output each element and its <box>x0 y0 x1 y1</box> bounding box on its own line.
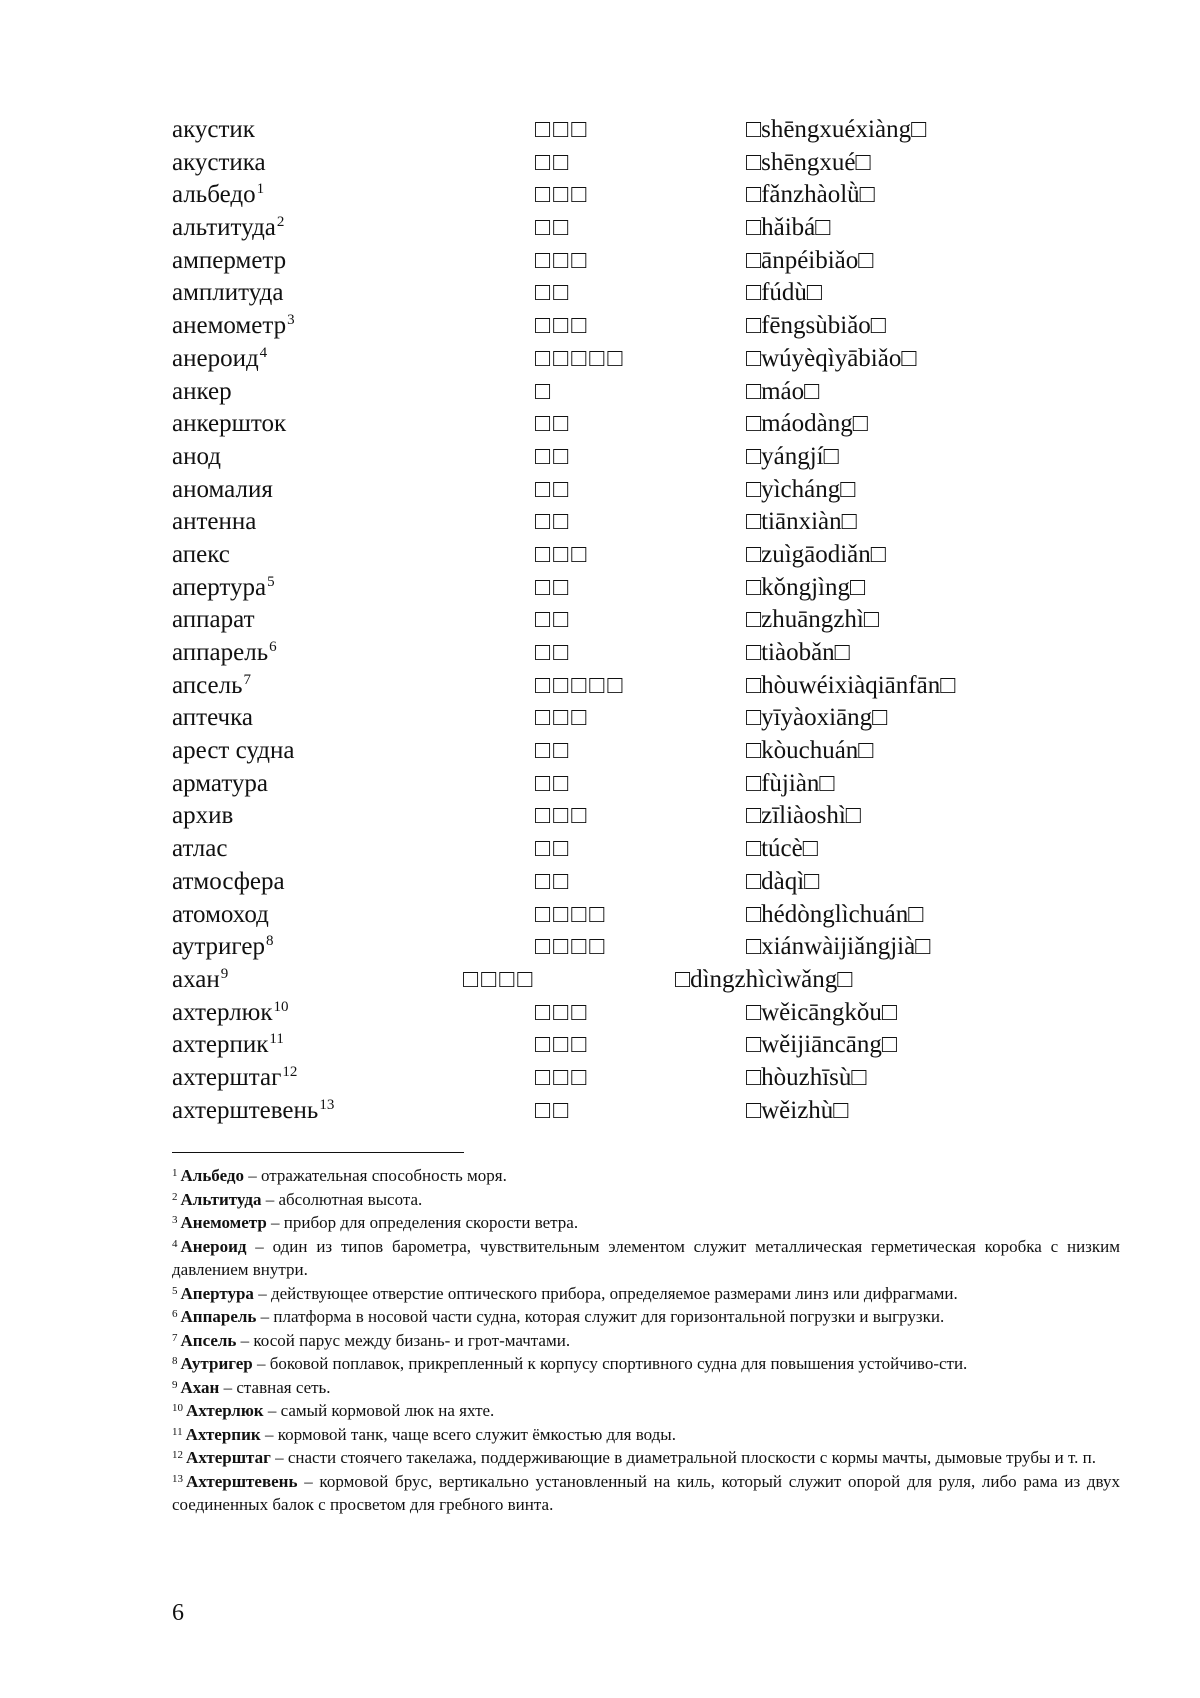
footnote-number: 13 <box>172 1472 183 1485</box>
pinyin-transcription: □xiánwàijiǎngjià□ <box>746 933 931 961</box>
russian-term <box>172 833 227 865</box>
glossary-table <box>172 114 1132 1127</box>
footnote-ref: 13 <box>319 1096 335 1113</box>
pinyin-transcription: □fǎnzhàolǜ□ <box>746 181 875 209</box>
footnote-number: 2 <box>172 1190 178 1203</box>
glossary-row <box>172 408 1132 441</box>
russian-term <box>172 866 285 898</box>
pinyin-transcription: □tiānxiàn□ <box>746 508 857 536</box>
russian-term-text: анкер <box>172 377 232 405</box>
chinese-term: □□ <box>535 442 572 470</box>
russian-term-text: атмосфера <box>172 867 285 895</box>
chinese-term: □□□□ <box>535 933 608 961</box>
footnotes <box>172 1164 1120 1517</box>
glossary-row <box>172 866 1132 899</box>
russian-term-text: апертура <box>172 573 267 601</box>
chinese-term: □□□ <box>535 802 590 830</box>
footnote-number: 4 <box>172 1237 178 1250</box>
pinyin-transcription: □hòuzhīsù□ <box>746 1063 867 1091</box>
russian-term-text: аномалия <box>172 475 273 503</box>
russian-term <box>172 572 275 604</box>
footnote-number: 11 <box>172 1425 183 1438</box>
russian-term <box>172 310 295 342</box>
chinese-term: □□ <box>535 606 572 634</box>
pinyin-transcription: □wěicāngkǒu□ <box>746 998 897 1026</box>
footnote-ref: 12 <box>282 1063 298 1080</box>
russian-term-text: ахтерштаг <box>172 1063 282 1091</box>
glossary-row <box>172 1029 1132 1062</box>
russian-term-text: анкершток <box>172 410 287 438</box>
glossary-row <box>172 441 1132 474</box>
footnote-text: – снасти стоячего такелажа, поддерживающие в диаметральной плоскости с кормы мачты, дымовые трубы и т. п. <box>270 1448 1096 1467</box>
russian-term-text: аутригер <box>172 933 265 961</box>
russian-term <box>172 441 221 473</box>
pinyin-transcription: □túcè□ <box>746 835 818 863</box>
pinyin-transcription: □yìcháng□ <box>746 475 856 503</box>
pinyin-transcription: □máo□ <box>746 377 820 405</box>
chinese-term: □□ <box>535 737 572 765</box>
pinyin-transcription: □hòuwéixiàqiānfān□ <box>746 671 956 699</box>
footnote-number: 10 <box>172 1402 183 1414</box>
footnote-number: 7 <box>172 1331 178 1344</box>
pinyin-transcription: □kòuchuán□ <box>746 737 874 765</box>
glossary-row <box>172 1062 1132 1095</box>
footnote-number: 5 <box>172 1284 178 1297</box>
footnote-term: Ахтерштаг <box>186 1448 271 1467</box>
russian-term <box>172 506 256 538</box>
glossary-row <box>172 637 1132 670</box>
russian-term <box>172 768 268 800</box>
russian-term-text: арест судна <box>172 737 295 765</box>
footnote <box>172 1470 1120 1517</box>
chinese-term: □□ <box>535 639 572 666</box>
chinese-term: □□ <box>535 279 572 307</box>
russian-term <box>172 376 232 408</box>
footnote-term: Апсель <box>180 1330 237 1350</box>
russian-term <box>172 1029 284 1061</box>
footnote-ref: 10 <box>273 998 289 1015</box>
russian-term <box>172 408 286 440</box>
pinyin-transcription: □shēngxuéxiàng□ <box>746 116 927 143</box>
russian-term-text: ахтерлюк <box>172 998 273 1026</box>
chinese-term: □□□ <box>535 704 590 732</box>
russian-term <box>172 1095 334 1127</box>
footnote <box>172 1305 1120 1329</box>
russian-term-text: альбедо <box>172 181 256 209</box>
chinese-term: □□□ <box>535 116 590 143</box>
chinese-term: □□ <box>535 410 572 438</box>
russian-term <box>172 997 288 1029</box>
russian-term <box>172 179 264 211</box>
pinyin-transcription: □wěijiāncāng□ <box>746 1031 897 1059</box>
russian-term-text: акустик <box>172 116 255 143</box>
footnote-text: – ставная сеть. <box>219 1377 331 1397</box>
footnote <box>172 1446 1120 1470</box>
russian-term-text: аппарат <box>172 606 255 634</box>
glossary-row <box>172 800 1132 833</box>
pinyin-transcription: □ānpéibiǎo□ <box>746 246 874 274</box>
russian-term <box>172 964 228 996</box>
footnote-ref: 3 <box>287 312 295 329</box>
chinese-term: □□□□ <box>535 900 608 928</box>
chinese-term: □□□ <box>535 540 590 568</box>
russian-term-text: ахтерпик <box>172 1031 269 1059</box>
russian-term <box>172 637 277 669</box>
russian-term-text: антенна <box>172 508 257 536</box>
glossary-row <box>172 474 1132 507</box>
footnote <box>172 1164 1120 1188</box>
pinyin-transcription: □zhuāngzhì□ <box>746 606 879 634</box>
footnote-number: 3 <box>172 1214 178 1226</box>
footnote <box>172 1188 1120 1212</box>
russian-term-text: акустика <box>172 148 266 176</box>
footnote-term: Анемометр <box>180 1213 267 1232</box>
glossary-row <box>172 572 1132 605</box>
russian-term <box>172 212 284 244</box>
chinese-term: □ <box>535 377 554 405</box>
glossary-row <box>172 114 1132 147</box>
russian-term-text: амплитуда <box>172 279 284 307</box>
chinese-term: □□ <box>535 835 572 863</box>
chinese-term: □□□ <box>535 181 590 209</box>
glossary-row <box>172 735 1132 768</box>
footnote-text: – боковой поплавок, прикрепленный к корпусу спортивного судна для повышения устойчиво-сти. <box>252 1354 968 1373</box>
russian-term <box>172 474 273 506</box>
chinese-term: □□□□□ <box>535 671 626 699</box>
russian-term <box>172 1062 297 1094</box>
chinese-term: □□□ <box>535 1031 590 1059</box>
russian-term-text: архив <box>172 802 234 830</box>
footnote <box>172 1376 1120 1400</box>
chinese-term: □□ <box>535 867 572 895</box>
footnote-ref: 1 <box>256 181 265 198</box>
glossary-row <box>172 833 1132 866</box>
footnote-term: Аутригер <box>180 1354 253 1373</box>
russian-term-text: аппарель <box>172 639 269 666</box>
glossary-row <box>172 245 1132 278</box>
footnote-term: Аппарель <box>180 1307 257 1326</box>
footnote <box>172 1352 1120 1376</box>
footnote-text: – кормовой танк, чаще всего служит ёмкостью для воды. <box>260 1424 676 1444</box>
footnote-ref: 5 <box>267 573 275 590</box>
pinyin-transcription: □hǎibá□ <box>746 214 831 242</box>
footnote-number: 9 <box>172 1378 178 1391</box>
pinyin-transcription: □fùjiàn□ <box>746 769 835 797</box>
footnote <box>172 1329 1120 1353</box>
glossary-row <box>172 768 1132 801</box>
pinyin-transcription: □kǒngjìng□ <box>746 573 866 601</box>
russian-term <box>172 735 294 767</box>
russian-term <box>172 114 255 146</box>
footnote-text: – прибор для определения скорости ветра. <box>266 1213 579 1232</box>
pinyin-transcription: □wúyèqìyābiǎo□ <box>746 344 917 372</box>
glossary-row <box>172 1095 1132 1128</box>
glossary-row <box>172 376 1132 409</box>
footnote <box>172 1211 1120 1235</box>
russian-term <box>172 343 267 375</box>
glossary-row <box>172 997 1132 1030</box>
page-number: 6 <box>172 1600 184 1626</box>
pinyin-transcription: □yīyàoxiāng□ <box>746 704 888 732</box>
russian-term-text: альтитуда <box>172 214 276 242</box>
russian-term <box>172 539 230 571</box>
glossary-row <box>172 506 1132 539</box>
chinese-term: □□□ <box>535 1063 590 1091</box>
footnote-number: 1 <box>172 1167 178 1179</box>
russian-term-text: арматура <box>172 769 269 797</box>
pinyin-transcription: □tiàobǎn□ <box>746 639 850 666</box>
chinese-term: □□ <box>535 769 572 797</box>
chinese-term: □□□□ <box>463 965 536 993</box>
russian-term-text: ахтерштевень <box>172 1096 319 1124</box>
footnote <box>172 1235 1120 1282</box>
footnote-ref: 6 <box>269 639 277 655</box>
chinese-term: □□ <box>535 475 572 503</box>
footnote-text: – абсолютная высота. <box>261 1189 423 1209</box>
pinyin-transcription: □zuìgāodiǎn□ <box>746 540 886 568</box>
footnote-term: Анероид <box>180 1236 247 1256</box>
chinese-term: □□ <box>535 508 572 536</box>
pinyin-transcription: □shēngxué□ <box>746 148 871 176</box>
russian-term-text: апсель <box>172 671 243 699</box>
glossary-row <box>172 212 1132 245</box>
footnote-text: – отражательная способность моря. <box>244 1166 507 1185</box>
footnote-text: – действующее отверстие оптического прибора, определяемое размерами линз или дифрагмами. <box>253 1283 958 1303</box>
footnote-ref: 8 <box>265 933 274 950</box>
footnote-separator <box>172 1152 464 1153</box>
russian-term <box>172 245 286 277</box>
glossary-row <box>172 343 1132 376</box>
footnote-term: Апертура <box>180 1283 254 1303</box>
pinyin-transcription: □fēngsùbiǎo□ <box>746 312 886 340</box>
pinyin-transcription: □dàqì□ <box>746 867 820 895</box>
footnote-term: Ахтерштевень <box>186 1471 298 1491</box>
russian-term-text: атомоход <box>172 900 269 928</box>
footnote-ref: 11 <box>269 1031 284 1048</box>
pinyin-transcription: □yángjí□ <box>746 442 839 470</box>
russian-term <box>172 931 273 963</box>
footnote-term: Альтитуда <box>180 1189 262 1209</box>
pinyin-transcription: □hédònglìchuán□ <box>746 900 924 928</box>
footnote-ref: 2 <box>276 214 285 231</box>
chinese-term: □□ <box>535 573 572 601</box>
russian-term <box>172 277 284 309</box>
russian-term-text: амперметр <box>172 246 287 274</box>
russian-term-text: атлас <box>172 835 228 863</box>
pinyin-transcription: □fúdù□ <box>746 279 823 307</box>
footnote-number: 6 <box>172 1308 178 1320</box>
glossary-row <box>172 310 1132 343</box>
footnote-text: – платформа в носовой части судна, которая служит для горизонтальной погрузки и выгрузки. <box>256 1307 945 1326</box>
chinese-term: □□□□□ <box>535 344 626 372</box>
russian-term <box>172 702 253 734</box>
chinese-term: □□□ <box>535 312 590 340</box>
chinese-term: □□ <box>535 1096 572 1124</box>
footnote <box>172 1282 1120 1306</box>
footnote-term: Альбедо <box>180 1166 245 1185</box>
footnote-number: 12 <box>172 1449 183 1461</box>
pinyin-transcription: □wěizhù□ <box>746 1096 849 1124</box>
russian-term-text: анероид <box>172 344 259 372</box>
russian-term <box>172 604 255 636</box>
pinyin-transcription: □máodàng□ <box>746 410 868 438</box>
russian-term-text: аптечка <box>172 704 253 732</box>
glossary-row <box>172 147 1132 180</box>
footnote-text: – косой парус между бизань- и грот-мачтами. <box>236 1330 571 1350</box>
footnote-term: Ахтерлюк <box>186 1401 264 1420</box>
footnote-term: Ахан <box>180 1377 220 1397</box>
glossary-row <box>172 899 1132 932</box>
glossary-row <box>172 604 1132 637</box>
glossary-row <box>172 539 1132 572</box>
chinese-term: □□ <box>535 214 572 242</box>
glossary-row <box>172 702 1132 735</box>
russian-term <box>172 800 233 832</box>
russian-term-text: апекс <box>172 540 230 568</box>
chinese-term: □□□ <box>535 998 590 1026</box>
footnote-text: – кормовой брус, вертикально установленный на киль, который служит опорой для руля, либо рама из двух соединенных балок с просветом для гребного винта. <box>172 1471 1120 1514</box>
footnote-ref: 7 <box>243 671 252 688</box>
russian-term-text: анод <box>172 442 221 470</box>
footnote-text: – самый кормовой люк на яхте. <box>263 1401 495 1420</box>
glossary-row <box>172 277 1132 310</box>
russian-term <box>172 670 251 702</box>
russian-term <box>172 147 266 179</box>
chinese-term: □□□ <box>535 246 590 274</box>
footnote-number: 8 <box>172 1355 178 1367</box>
glossary-row <box>172 964 1132 997</box>
footnote <box>172 1423 1120 1447</box>
russian-term <box>172 899 269 931</box>
pinyin-transcription: □dìngzhìcìwǎng□ <box>675 965 853 993</box>
footnote-term: Ахтерпик <box>185 1424 261 1444</box>
footnote-ref: 9 <box>220 965 229 982</box>
footnote <box>172 1399 1120 1423</box>
glossary-row <box>172 931 1132 964</box>
russian-term-text: анемометр <box>172 312 287 340</box>
russian-term-text: ахан <box>172 965 220 993</box>
glossary-row <box>172 670 1132 703</box>
chinese-term: □□ <box>535 148 572 176</box>
pinyin-transcription: □zīliàoshì□ <box>746 802 861 830</box>
footnote-ref: 4 <box>259 344 268 361</box>
footnote-text: – один из типов барометра, чувствительным элементом служит металлическая герметическая коробка с низким давлением внутри. <box>172 1236 1120 1279</box>
glossary-row <box>172 179 1132 212</box>
